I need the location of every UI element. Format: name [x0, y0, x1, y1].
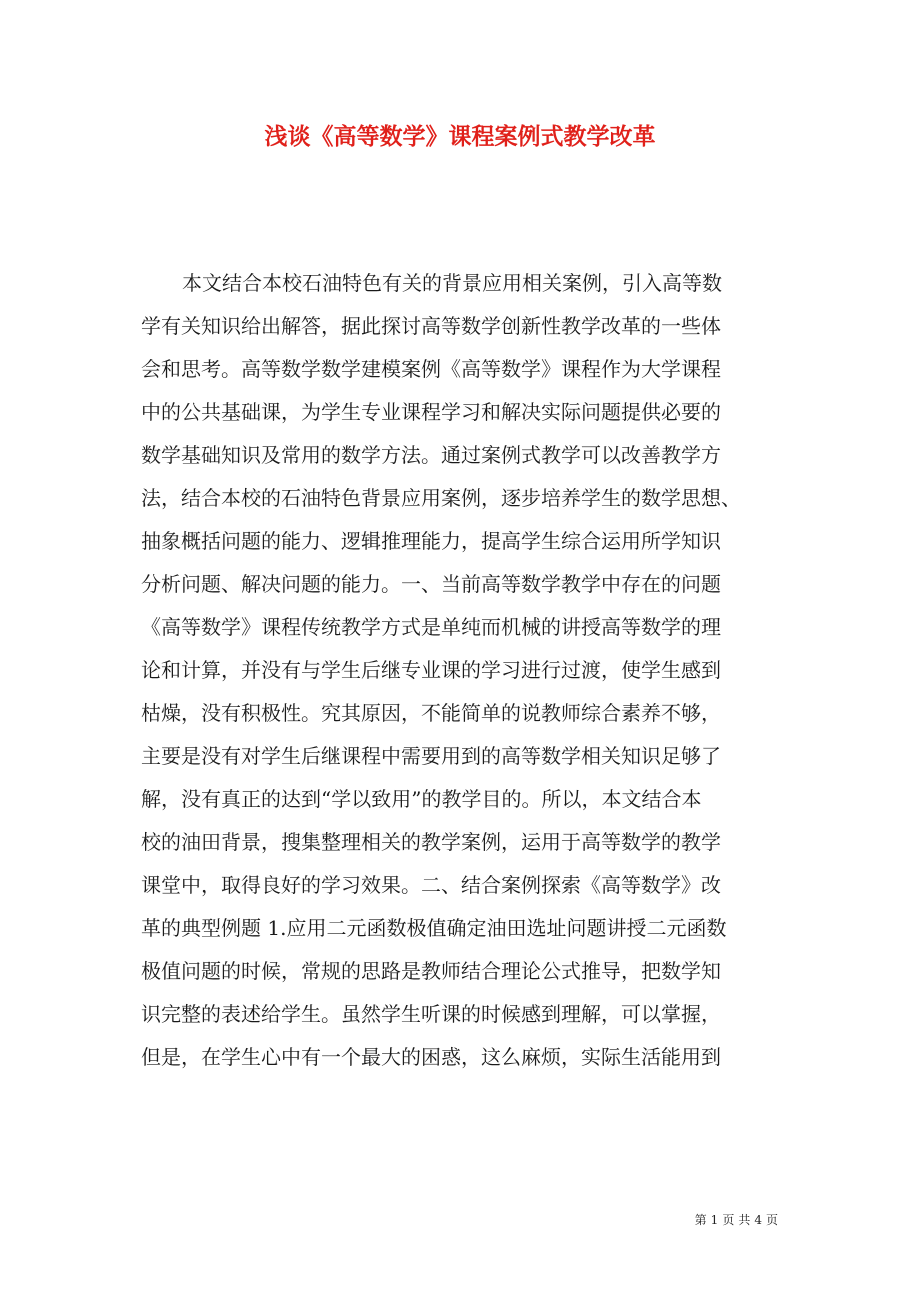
body-line: 枯燥，没有积极性。究其原因，不能简单的说教师综合素养不够， — [141, 701, 721, 725]
body-line: 校的油田背景，搜集整理相关的教学案例，运用于高等数学的教学 — [141, 830, 721, 854]
document-body — [141, 262, 771, 1079]
body-line: 学有关知识给出解答，据此探讨高等数学创新性教学改革的一些体 — [141, 314, 721, 338]
body-line: 分析问题、解决问题的能力。一、当前高等数学教学中存在的问题 — [141, 572, 721, 596]
page-number: 1 — [710, 1213, 719, 1227]
body-line: 论和计算，并没有与学生后继专业课的学习进行过渡，使学生感到 — [141, 658, 721, 682]
body-line: 革的典型例题 1.应用二元函数极值确定油田选址问题讲授二元函数 — [141, 916, 727, 940]
body-line: 《高等数学》课程传统教学方式是单纯而机械的讲授高等数学的理 — [141, 615, 721, 639]
body-line: 数学基础知识及常用的数学方法。通过案例式教学可以改善教学方 — [141, 443, 721, 467]
footer-total-word: 共 — [738, 1213, 751, 1227]
body-line: 极值问题的时候，常规的思路是教师结合理论公式推导，把数学知 — [141, 959, 721, 983]
document-title: 浅谈《高等数学》课程案例式教学改革 — [264, 123, 656, 150]
body-line: 抽象概括问题的能力、逻辑推理能力，提高学生综合运用所学知识 — [141, 529, 721, 553]
body-line: 课堂中，取得良好的学习效果。二、结合案例探索《高等数学》改 — [141, 873, 721, 897]
footer-prefix: 第 — [694, 1213, 707, 1227]
body-line: 主要是没有对学生后继课程中需要用到的高等数学相关知识足够了 — [141, 744, 721, 768]
body-line: 会和思考。高等数学数学建模案例《高等数学》课程作为大学课程 — [141, 357, 721, 381]
body-line: 解，没有真正的达到“学以致用”的教学目的。所以，本文结合本 — [141, 787, 702, 811]
body-line: 本文结合本校石油特色有关的背景应用相关案例，引入高等数 — [182, 271, 722, 295]
page-total: 4 — [754, 1213, 762, 1227]
body-line: 法，结合本校的石油特色背景应用案例，逐步培养学生的数学思想、 — [141, 486, 741, 510]
page-footer — [693, 1211, 780, 1228]
footer-page-word: 页 — [722, 1213, 735, 1227]
footer-suffix: 页 — [765, 1213, 778, 1227]
body-line: 中的公共基础课，为学生专业课程学习和解决实际问题提供必要的 — [141, 400, 721, 424]
body-line: 识完整的表述给学生。虽然学生听课的时候感到理解，可以掌握， — [141, 1002, 721, 1026]
body-line: 但是，在学生心中有一个最大的困惑，这么麻烦，实际生活能用到 — [141, 1045, 721, 1069]
